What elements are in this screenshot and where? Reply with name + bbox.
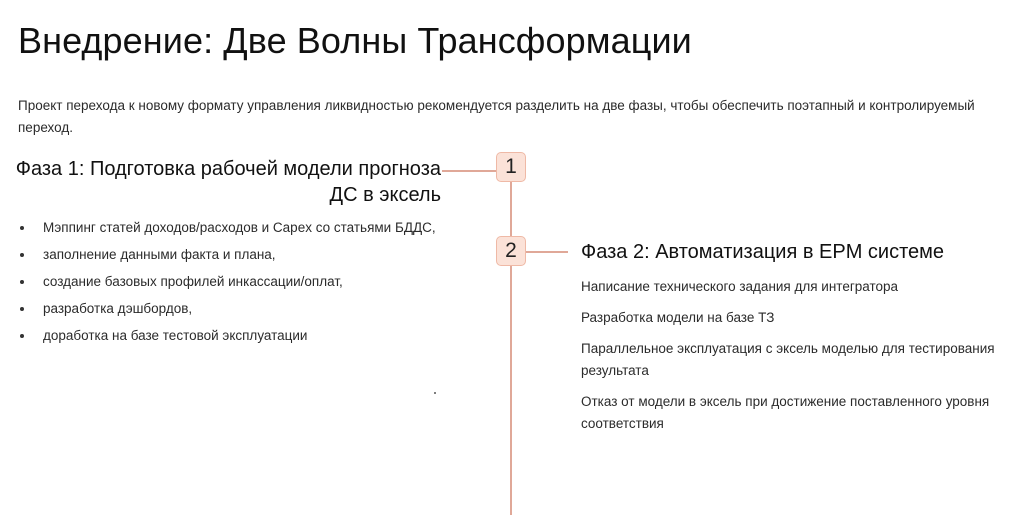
phase1-item: разработка дэшбордов, [18,299,438,319]
phase2-list [581,276,1001,444]
phase2-item: Разработка модели на базе ТЗ [581,310,775,325]
phase2-item: Отказ от модели в эксель при достижение поставленного уровня соответствия [581,394,990,431]
phase2-item: Параллельное эксплуатация с эксель моделью для тестирования результата [581,341,995,378]
timeline-line [510,170,512,515]
phase1-item: заполнение данными факта и плана, [18,245,438,265]
slide-title: Внедрение: Две Волны Трансформации [18,20,692,61]
phase1-connector [442,170,496,172]
phase2-marker: 2 [496,236,526,266]
phase1-title: Фаза 1: Подготовка рабочей модели прогноза ДС в эксель [15,158,441,206]
phase2-title: Фаза 2: Автоматизация в EPM системе [581,241,945,263]
phase1-item: доработка на базе тестовой эксплуатации [18,326,438,346]
stray-dot [434,392,436,394]
phase2-item: Написание технического задания для интегратора [581,279,899,294]
phase1-item: создание базовых профилей инкассации/оплат, [18,272,438,292]
phase1-marker: 1 [496,152,526,182]
phase1-list [18,218,438,353]
intro-paragraph: Проект перехода к новому формату управления ликвидностью рекомендуется разделить на две фазы, чтобы обеспечить поэтапный и контролируемый переход. [18,98,975,135]
phase1-item: Мэппинг статей доходов/расходов и Capex со статьями БДДС, [18,218,438,238]
phase2-connector [526,251,568,253]
